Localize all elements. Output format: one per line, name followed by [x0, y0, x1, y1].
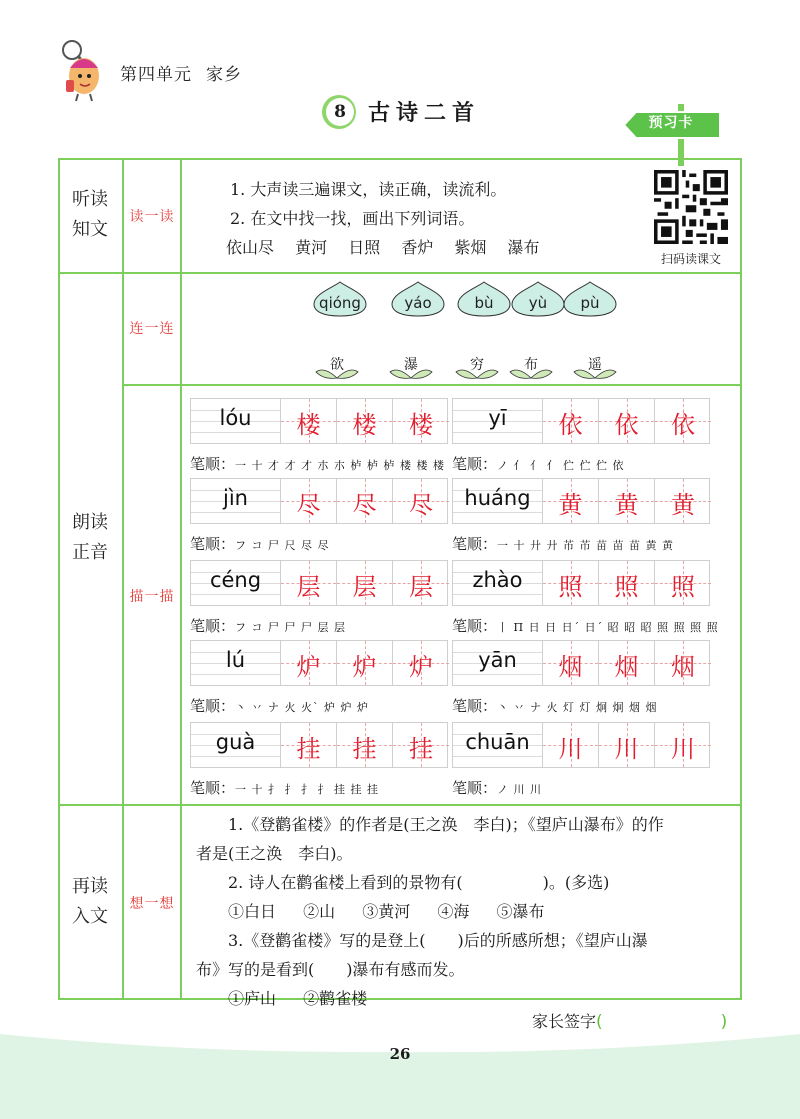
- word-item: 依山尽: [226, 238, 275, 257]
- pinyin-box: [453, 641, 543, 685]
- char-label: 欲: [330, 357, 344, 373]
- trace-character: 楼: [352, 411, 377, 439]
- think-questions: [196, 810, 736, 1013]
- trace-cell: [190, 640, 448, 716]
- stroke-order-label: 笔顺：: [190, 697, 236, 715]
- char-label: 遥: [588, 357, 602, 373]
- word-item: 黄河: [295, 238, 328, 257]
- tian-grid-cell[interactable]: [393, 479, 449, 523]
- signature-close-paren: ): [720, 1012, 728, 1032]
- trace-character: 层: [296, 573, 321, 601]
- tian-grid-cell[interactable]: [599, 399, 655, 443]
- trace-character: 照: [558, 573, 583, 601]
- section-label-line: 听读: [72, 189, 108, 210]
- column-divider-2: [180, 158, 182, 1000]
- read-tasks: [226, 175, 540, 262]
- lesson-title: 古诗二首: [368, 100, 481, 126]
- trace-character: 依: [614, 411, 639, 439]
- tian-grid-cell[interactable]: [393, 723, 449, 767]
- pinyin-text: chuān: [465, 730, 530, 754]
- pinyin-guide-line: [453, 594, 542, 595]
- pinyin-text: huáng: [464, 486, 531, 510]
- tian-grid-cell[interactable]: [599, 641, 655, 685]
- section-label-line: 知文: [72, 219, 108, 240]
- word-item: 紫烟: [454, 238, 487, 257]
- trace-grid: [452, 640, 710, 686]
- stroke-sequence: フ コ 尸 尺 尽 尽: [235, 539, 330, 552]
- pinyin-label: bù: [474, 294, 494, 312]
- sub-label-read: 读一读: [129, 209, 175, 225]
- tian-grid-cell[interactable]: [281, 561, 337, 605]
- stroke-sequence: 丶 丷 ナ 火 火ˋ 炉 炉 炉: [235, 701, 369, 714]
- trace-character: 挂: [296, 735, 321, 763]
- pinyin-drop[interactable]: [312, 280, 368, 318]
- trace-cell: [190, 722, 448, 798]
- trace-cell: [190, 478, 448, 554]
- stroke-sequence: 丨 П 日 日 日ˊ 日ˊ 昭 昭 昭 照 照 照 照: [497, 621, 719, 634]
- section-label-line: 正音: [72, 542, 108, 563]
- pinyin-drop[interactable]: [456, 280, 512, 318]
- stroke-order-label: 笔顺：: [452, 535, 498, 553]
- trace-character: 川: [558, 735, 583, 763]
- pinyin-label: yáo: [404, 294, 432, 312]
- pinyin-box: [453, 399, 543, 443]
- pinyin-guide-line: [453, 432, 542, 433]
- char-sprout[interactable]: [452, 356, 502, 384]
- trace-character: 尽: [296, 491, 321, 519]
- trace-cell: [452, 478, 710, 554]
- page-number: 26: [389, 1045, 411, 1063]
- signature-label: 家长签字: [532, 1012, 597, 1031]
- unit-theme: 家乡: [206, 65, 242, 85]
- stroke-order: [190, 777, 448, 798]
- char-label: 瀑: [404, 357, 418, 373]
- tian-grid-cell[interactable]: [655, 479, 711, 523]
- lesson-number-badge: [322, 95, 356, 129]
- trace-grid: [190, 560, 448, 606]
- tian-grid-cell[interactable]: [543, 399, 599, 443]
- stroke-order-label: 笔顺：: [452, 779, 498, 797]
- section-label-pronounce: [60, 508, 120, 568]
- char-sprout[interactable]: [386, 356, 436, 384]
- stroke-sequence: 一 十 才 才 才 朩 朩 栌 栌 栌 楼 楼 楼: [235, 459, 445, 472]
- trace-character: 黄: [614, 491, 639, 519]
- tian-grid-cell[interactable]: [655, 641, 711, 685]
- trace-character: 层: [409, 573, 433, 601]
- pinyin-label: pù: [580, 294, 600, 312]
- stroke-order: [452, 615, 719, 636]
- trace-character: 依: [558, 411, 583, 439]
- tian-grid-cell[interactable]: [543, 641, 599, 685]
- pinyin-label: yù: [528, 294, 548, 312]
- tian-grid-cell[interactable]: [337, 561, 393, 605]
- trace-character: 川: [671, 735, 695, 763]
- footer-wave: [0, 1024, 800, 1119]
- pinyin-drop[interactable]: [390, 280, 446, 318]
- section-label-line: 入文: [72, 906, 108, 927]
- task-line-2: 2. 在文中找一找，画出下列词语。: [230, 209, 475, 228]
- stroke-order: [452, 695, 710, 716]
- lesson-number: 8: [326, 98, 354, 126]
- tian-grid-cell[interactable]: [281, 399, 337, 443]
- stroke-order-label: 笔顺：: [452, 697, 498, 715]
- stroke-order: [190, 533, 448, 554]
- trace-character: 楼: [409, 411, 433, 439]
- char-label: 布: [524, 357, 538, 373]
- tian-grid-cell[interactable]: [337, 723, 393, 767]
- sub-label-link: 连一连: [129, 321, 175, 337]
- task-line-1: 1. 大声读三遍课文，读正确，读流利。: [230, 180, 507, 199]
- trace-cell: [190, 560, 448, 636]
- word-list: [226, 233, 540, 262]
- tian-grid-cell[interactable]: [599, 479, 655, 523]
- stroke-sequence: ノ 亻 亻 亻 伫 伫 伫 依: [497, 459, 625, 472]
- row-divider-3: [58, 804, 742, 806]
- pinyin-guide-line: [191, 674, 280, 675]
- pinyin-box: [191, 641, 281, 685]
- tian-grid-cell[interactable]: [393, 561, 449, 605]
- pinyin-guide-line: [191, 432, 280, 433]
- option: ③黄河: [362, 902, 411, 921]
- trace-cell: [452, 560, 719, 636]
- pinyin-guide-line: [453, 756, 542, 757]
- option: ②鹳雀楼: [303, 989, 368, 1008]
- trace-character: 黄: [558, 491, 583, 519]
- trace-character: 烟: [614, 653, 639, 681]
- trace-grid: [452, 478, 710, 524]
- trace-cell: [452, 722, 710, 798]
- pinyin-box: [453, 723, 543, 767]
- trace-grid: [452, 722, 710, 768]
- trace-cell: [190, 398, 448, 474]
- pinyin-guide-line: [191, 756, 280, 757]
- stroke-order: [452, 453, 710, 474]
- qr-code-icon[interactable]: [654, 170, 728, 244]
- tian-grid-cell[interactable]: [337, 399, 393, 443]
- pinyin-guide-line: [453, 674, 542, 675]
- trace-grid: [452, 560, 710, 606]
- trace-character: 层: [352, 573, 377, 601]
- trace-character: 尽: [409, 491, 433, 519]
- stroke-order-label: 笔顺：: [452, 455, 498, 473]
- tian-grid-cell[interactable]: [393, 641, 449, 685]
- section-label-reread: [60, 872, 120, 932]
- qr-caption: 扫码读课文: [660, 252, 721, 266]
- tian-grid-cell[interactable]: [337, 641, 393, 685]
- trace-character: 尽: [352, 491, 377, 519]
- pinyin-guide-line: [191, 594, 280, 595]
- word-item: 香炉: [401, 238, 434, 257]
- trace-character: 照: [671, 573, 695, 601]
- pinyin-text: yī: [488, 406, 507, 430]
- tian-grid-cell[interactable]: [543, 561, 599, 605]
- row-divider-1: [58, 272, 742, 274]
- unit-title: [120, 60, 242, 85]
- trace-character: 炉: [296, 653, 321, 681]
- tian-grid-cell[interactable]: [655, 399, 711, 443]
- pinyin-box: [191, 479, 281, 523]
- trace-character: 楼: [296, 411, 321, 439]
- stroke-order: [190, 695, 448, 716]
- column-divider-1: [122, 158, 124, 1000]
- char-sprout[interactable]: [506, 356, 556, 384]
- trace-character: 黄: [671, 491, 695, 519]
- trace-character: 挂: [352, 735, 377, 763]
- sub-label-think: 想一想: [129, 896, 175, 912]
- stroke-order: [190, 453, 448, 474]
- tian-grid-cell[interactable]: [393, 399, 449, 443]
- tian-grid-cell[interactable]: [281, 479, 337, 523]
- pinyin-text: lú: [225, 648, 246, 672]
- option: ①庐山: [228, 989, 277, 1008]
- stroke-order-label: 笔顺：: [190, 455, 236, 473]
- word-item: 日照: [348, 238, 381, 257]
- pinyin-box: [191, 723, 281, 767]
- pinyin-text: zhào: [472, 568, 523, 592]
- pinyin-text: céng: [209, 568, 262, 592]
- pinyin-guide-line: [453, 512, 542, 513]
- tian-grid-cell[interactable]: [599, 723, 655, 767]
- option: ④海: [437, 902, 470, 921]
- stroke-order-label: 笔顺：: [190, 617, 236, 635]
- question-1-cont: 者是(王之涣 李白)。: [196, 844, 353, 863]
- question-3: 3.《登鹳雀楼》写的是登上( )后的所感所想；《望庐山瀑: [228, 931, 648, 950]
- stroke-sequence: 一 十 廾 廾 芇 芇 苗 苗 苗 黄 黄: [497, 539, 674, 552]
- option: ⑤瀑布: [496, 902, 545, 921]
- trace-cell: [452, 398, 710, 474]
- pinyin-text: lóu: [219, 406, 252, 430]
- section-label-line: 朗读: [72, 512, 108, 533]
- pinyin-box: [191, 399, 281, 443]
- char-sprout[interactable]: [570, 356, 620, 384]
- pinyin-text: jìn: [223, 486, 248, 510]
- signature-open-paren: (: [596, 1012, 603, 1032]
- pinyin-text: guà: [215, 730, 256, 754]
- trace-character: 炉: [352, 653, 377, 681]
- trace-character: 烟: [671, 653, 695, 681]
- trace-character: 依: [671, 411, 695, 439]
- unit-number: 第四单元: [120, 65, 192, 85]
- pinyin-label: qióng: [319, 294, 361, 312]
- tian-grid-cell[interactable]: [543, 723, 599, 767]
- tian-grid-cell[interactable]: [337, 479, 393, 523]
- tian-grid-cell[interactable]: [655, 723, 711, 767]
- stroke-order: [452, 777, 710, 798]
- trace-character: 照: [614, 573, 639, 601]
- trace-grid: [452, 398, 710, 444]
- pinyin-box: [453, 561, 543, 605]
- option: ②山: [303, 902, 336, 921]
- sub-label-trace: 描一描: [129, 589, 175, 605]
- row-divider-2: [122, 384, 742, 386]
- mascot-illustration: [58, 38, 104, 102]
- stroke-sequence: 丶 丷 ナ 火 灯 灯 炯 炯 烟 烟: [497, 701, 658, 714]
- trace-character: 挂: [409, 735, 433, 763]
- stroke-order: [452, 533, 710, 554]
- tian-grid-cell[interactable]: [543, 479, 599, 523]
- tian-grid-cell[interactable]: [281, 723, 337, 767]
- tian-grid-cell[interactable]: [599, 561, 655, 605]
- stroke-sequence: ノ 川 川: [497, 783, 543, 796]
- trace-grid: [190, 478, 448, 524]
- question-2-options: [196, 897, 736, 926]
- word-item: 瀑布: [507, 238, 540, 257]
- question-2: 2. 诗人在鹳雀楼上看到的景物有( )。(多选): [228, 873, 610, 892]
- pinyin-drop[interactable]: [510, 280, 566, 318]
- trace-grid: [190, 722, 448, 768]
- tian-grid-cell[interactable]: [655, 561, 711, 605]
- stroke-sequence: フ コ 尸 尸 尸 层 层: [235, 621, 346, 634]
- trace-cell: [452, 640, 710, 716]
- trace-character: 炉: [409, 653, 433, 681]
- pinyin-box: [191, 561, 281, 605]
- stroke-order-label: 笔顺：: [190, 535, 236, 553]
- section-label-line: 再读: [72, 876, 108, 897]
- trace-character: 川: [614, 735, 639, 763]
- pinyin-guide-line: [191, 512, 280, 513]
- stroke-order: [190, 615, 448, 636]
- question-3-cont: 布》写的是看到( )瀑布有感而发。: [196, 960, 465, 979]
- pinyin-text: yān: [478, 648, 517, 672]
- trace-character: 烟: [558, 653, 583, 681]
- stroke-order-label: 笔顺：: [452, 617, 498, 635]
- tian-grid-cell[interactable]: [281, 641, 337, 685]
- section-label-listen: [60, 185, 120, 245]
- stroke-order-label: 笔顺：: [190, 779, 236, 797]
- char-sprout[interactable]: [312, 356, 362, 384]
- pinyin-box: [453, 479, 543, 523]
- stroke-sequence: 一 十 扌 扌 扌 扌 挂 挂 挂: [235, 783, 379, 796]
- trace-grid: [190, 640, 448, 686]
- option: ①白日: [228, 902, 277, 921]
- question-1: 1.《登鹳雀楼》的作者是(王之涣 李白)；《望庐山瀑布》的作: [228, 815, 664, 834]
- char-label: 穷: [470, 357, 484, 373]
- trace-grid: [190, 398, 448, 444]
- preview-card-badge: 预习卡: [648, 115, 694, 131]
- pinyin-drop[interactable]: [562, 280, 618, 318]
